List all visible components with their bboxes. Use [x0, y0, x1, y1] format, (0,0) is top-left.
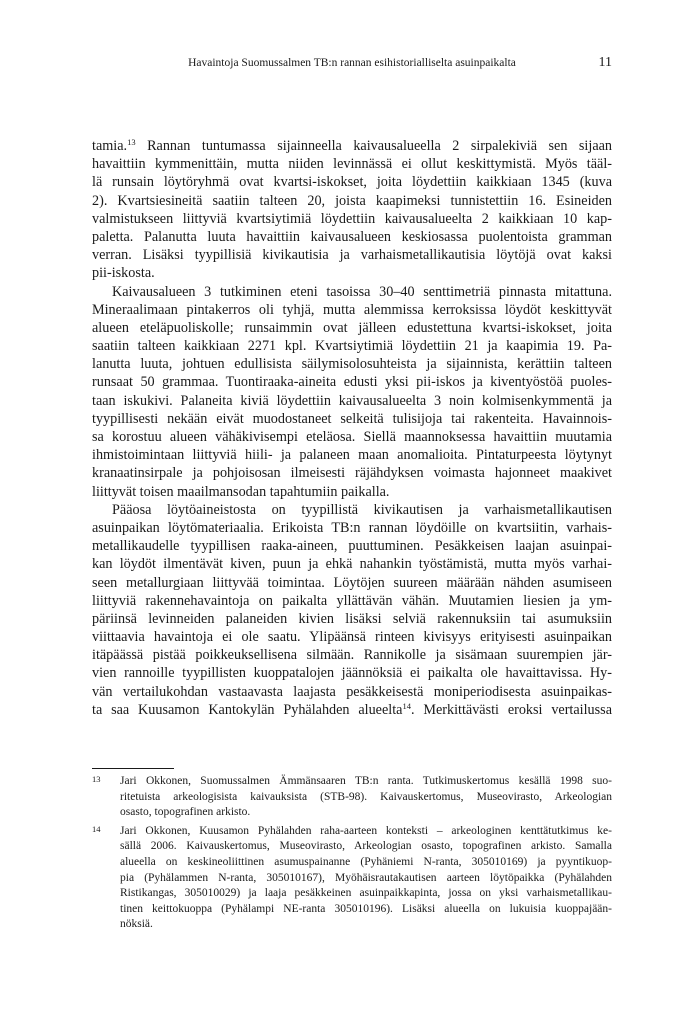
body-line: kan löydöt ilmentävät kiven, puun ja ehkä nahankin työstämistä, mutta myös varhai-	[92, 556, 612, 573]
body-line: viittaavia havaintoja ei ole saatu. Ylipäänsä rinteen kivisyys erityisesti asuinpaikan	[92, 629, 612, 646]
body-text	[92, 137, 612, 719]
body-line: tyypillisesti nekään eivät muodostaneet selkeitä tulisijoja tai rakenteita. Havainnois-	[92, 410, 612, 427]
body-line: vän vertailukohdan vastaavasta laajasta pesäkkeisestä moniperiodisesta asuinpaikas-	[92, 683, 612, 700]
body-line-text: tamia.	[92, 138, 128, 154]
body-line: asuinpaikan löytömateriaalia. Erikoista TB:n rannan löydöille on kvartsiitin, varhais-	[92, 519, 612, 536]
footnote-line: Jari Okkonen, Kuusamon Pyhälahden raha-aarteen konteksti – arkeologinen kenttätutkimus ke-	[120, 824, 612, 837]
footnote-line: Ristikangas, 305010029) ja laaja pesäkkeinen asuinpaikkapinta, jossa on yksi varhaismetallikau-	[120, 887, 612, 900]
body-line: päriinsä levinneiden palaneiden kivien lisäksi selviä rakennuksiin tai asumuksiin	[92, 610, 612, 627]
page-number: 11	[598, 55, 612, 70]
footnote-14	[92, 824, 612, 933]
body-line: taan iskukivi. Palaneita kiviä löydettiin kaivausalueelta 3 noin kolmisenkymmentä ja	[92, 392, 612, 409]
body-line-text: Rannan tuntumassa sijainneella kaivausalueella 2 sirpalekiviä sen sijaan	[147, 138, 613, 154]
body-line-text: Merkittävästi eroksi vertailussa	[423, 701, 612, 718]
running-title: Havaintoja Suomussalmen TB:n rannan esihistorialliselta asuinpaikalta	[188, 57, 516, 69]
body-line: valmistukseen liittyviä kvartsiytimiä löydettiin kaivausalueelta 2 kaikkiaan 10 kap-	[92, 210, 612, 227]
body-line: verran. Lisäksi tyypillisiä kivikautisia ja varhaismetallikautisia löytöjä ovat kaksi	[92, 247, 612, 264]
body-line: liittyviä rakennehavaintoja on paikalta yllättävän vähän. Muutamien liesien ja ym-	[92, 592, 612, 609]
body-line: kranaatinsirpale ja pohjoisosan ilmeisesti räjähdyksen voimasta hajonneet maakivet	[92, 465, 612, 482]
body-line: havaittiin kymmenittäin, mutta niiden levinnässä ei ollut keskittymistä. Myös tääl-	[92, 156, 612, 173]
body-line-text: ta saa Kuusamon Kantokylän Pyhälahden alueelta	[92, 701, 403, 718]
body-line: vien rannoille tyypillisten kuoppatalojen jäännöksiä ei paikalta ole havaittavissa. Hy-	[92, 665, 612, 682]
footnote-line: osasto, topografinen arkisto.	[120, 806, 251, 819]
body-line: Pääosa löytöaineistosta on tyypillistä kivikautisen ja varhaismetallikautisen	[112, 501, 612, 518]
footnotes	[92, 774, 612, 933]
body-line: saatiin talteen kaikkiaan 2271 kpl. Kvartsiytimiä löydettiin 21 ja kaapimia 19. Pa-	[92, 338, 612, 355]
body-line: lanutta luuta, johtuen edullisista säilymisolosuhteista ja sijainnista, kerättiin talteen	[92, 356, 612, 373]
body-line: liittyvät toisen maailmansodan tapahtumiin paikalla.	[92, 483, 390, 500]
body-line: metallikaudelle tyypillisen raaka-aineen, puuttuminen. Pesäkkeisen laajan asuinpai-	[92, 538, 612, 555]
footnote-line: alueella on keskineoliittinen asumuspainanne (Pyhäniemi N-ranta, 305010169) ja pyyntikuop-	[120, 855, 612, 868]
footnote-13	[92, 774, 612, 821]
body-line: Mineraalimaan pintakerros oli tyhjä, mutta alemmissa kerroksissa löydöt keskittyvät	[92, 301, 612, 318]
body-line: ihmistoimintaan liittyviä hiili- ja palaneen maan anomalioita. Pintaturpeesta löytynyt	[92, 447, 612, 464]
footnote-number: 14	[92, 823, 101, 834]
body-line: runsaat 50 grammaa. Tuontiraaka-aineita edusti yksi pii-iskos ja kiventyöstöä puoles-	[92, 374, 612, 391]
body-line: alueen eteläpuoliskolle; runsaimmin ovat jälleen edustettuna kvartsi-iskokset, joita	[92, 319, 612, 336]
footnote-ref-14[interactable]: 14	[402, 700, 411, 711]
body-line: paletta. Palanutta luuta havaittiin kaivausalueen keskiosassa puolentoista gramman	[92, 228, 612, 245]
body-line: itäpäässä pistää poikkeuksellisena silmään. Rannikolle ja sisämaan suurempien jär-	[92, 647, 612, 664]
footnote-line: tinen keittokuoppa (Pyhälampi NE-ranta 305010196). Lisäksi alueella on lukuisia kuoppajään-	[120, 902, 612, 915]
body-line	[92, 137, 612, 155]
body-line: lä runsain löytöryhmä ovat kvartsi-iskokset, joita löydettiin kaikkiaan 1345 (kuva	[92, 174, 612, 191]
body-line: 2). Kvartsiesineitä saatiin talteen 20, joista kaapimeksi tunnistettiin 16. Esineiden	[92, 192, 612, 209]
body-line: Kaivausalueen 3 tutkiminen eteni tasoissa 30–40 senttimetriä pinnasta mitattuna.	[112, 283, 612, 300]
footnote-line: nöksiä.	[120, 918, 153, 931]
body-line: ta saa Kuusamon Kantokylän Pyhälahden alueelta$^{14}$. Merkittävästi eroksi vertailussa	[92, 700, 612, 718]
body-line: seen metallurgiaan liittyvää toimintaa. Löytöjen suureen määrään nähden asumiseen	[92, 574, 612, 591]
body-line: pii-iskosta.	[92, 265, 155, 282]
footnote-line: sällä 2006. Kaivauskertomus, Museovirasto, Arkeologian osasto, topografinen arkisto. Samalla	[120, 840, 612, 853]
footnote-line: Jari Okkonen, Suomussalmen Ämmänsaaren TB:n ranta. Tutkimuskertomus kesällä 1998 suo-	[120, 775, 612, 787]
footnote-ref-13[interactable]: 13	[127, 137, 136, 147]
body-line: sa korostuu alueen vähäkivisempi eteläosa. Siellä maannoksessa havaittiin muutamia	[92, 429, 612, 445]
footnote-number: 13	[92, 774, 101, 784]
footnote-line: pia (Pyhälammen N-ranta, 305010167), Myöhäisrautakautisen aarteen löytöpaikka (Pyhälahden	[120, 871, 612, 884]
footnote-line: ritetuista arkeologisista kaivauksista (STB-98). Kaivauskertomus, Museovirasto, Arkeologian	[120, 790, 612, 803]
footnote-separator	[92, 768, 174, 769]
